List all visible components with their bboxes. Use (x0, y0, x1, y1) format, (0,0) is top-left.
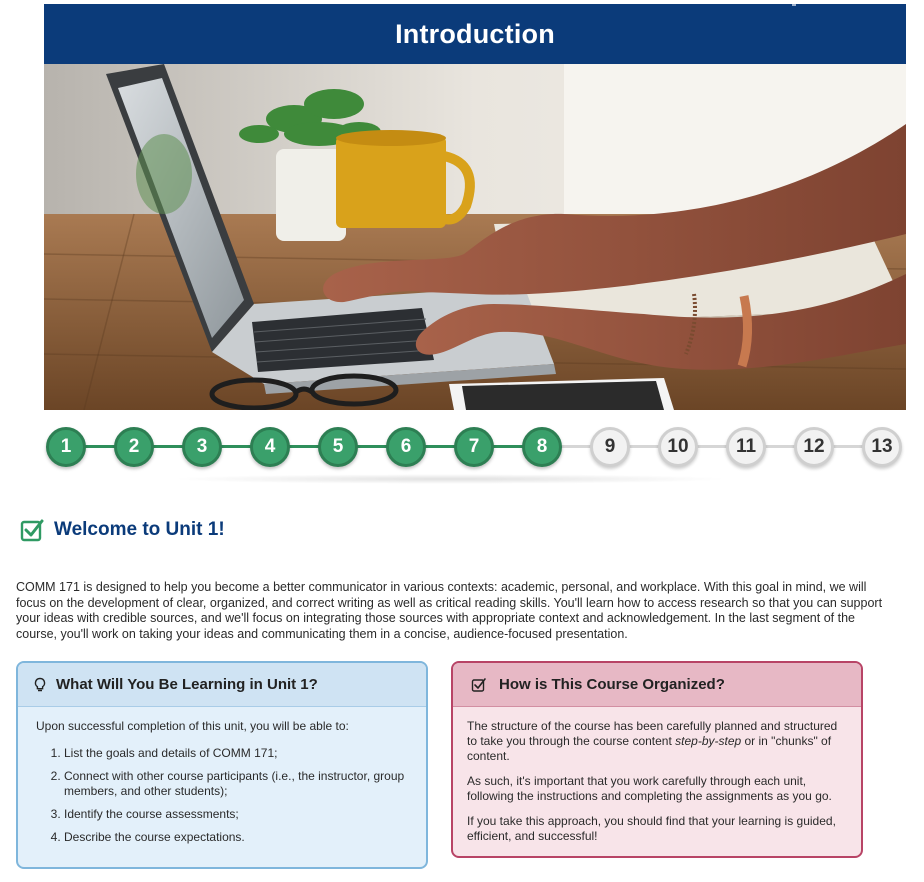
organized-card-header (453, 663, 861, 707)
organized-p1-tail: or in "chunks" of content. (467, 734, 832, 763)
organized-p1-emphasis: step-by-step (675, 734, 742, 748)
learning-card-header (18, 663, 426, 707)
step-10[interactable]: 10 (658, 427, 698, 467)
intro-text: COMM 171 is designed to help you become a better communicator in various contexts: academic, personal, and workplace. With this goal in mind, we will focus on the development of clear, organized, and correct writing as well as critical reading skills. You'll learn how to access research so that you can support your ideas with credible sources, and we'll focus on integrating those sources with appropriate context and acknowledgement. In the last segment of the course, you'll work on taking your ideas and communicating them in a concise, audience-focused presentation. (16, 580, 883, 641)
page-banner (44, 4, 906, 64)
list-item: 2. Connect with other course participants (i.e., the instructor, group members, and other students); (64, 769, 410, 799)
organized-card-title: How is This Course Organized? (499, 676, 725, 693)
lightbulb-icon (32, 677, 48, 693)
step-13[interactable]: 13 (862, 427, 902, 467)
learning-card-title: What Will You Be Learning in Unit 1? (56, 676, 318, 693)
organized-paragraph-1 (467, 719, 847, 764)
step-5[interactable]: 5 (318, 427, 358, 467)
step-8[interactable]: 8 (522, 427, 562, 467)
unit-progress-stepper (44, 420, 906, 476)
checkbox-edit-icon (471, 677, 487, 693)
banner-mark (792, 4, 796, 6)
list-item: 3. Identify the course assessments; (64, 807, 410, 822)
hero-image (44, 64, 906, 410)
step-4[interactable]: 4 (250, 427, 290, 467)
organized-paragraph-2: As such, it's important that you work carefully through each unit, following the instructions and completing the assignments as you go. (467, 774, 832, 803)
list-item: 4. Describe the course expectations. (64, 830, 410, 845)
organized-p1-text: The structure of the course has been carefully planned and structured to take you through the course content (467, 719, 838, 748)
organized-card-body (453, 707, 861, 844)
learning-objectives-card (16, 661, 428, 869)
step-2[interactable]: 2 (114, 427, 154, 467)
list-item: 1. List the goals and details of COMM 171; (64, 746, 410, 761)
course-organization-card (451, 661, 863, 858)
page-title: Introduction (395, 18, 555, 49)
laptop-typing-photo (44, 64, 906, 410)
learning-card-body (18, 707, 426, 845)
step-3[interactable]: 3 (182, 427, 222, 467)
learning-objectives-list (36, 746, 410, 845)
welcome-heading: Welcome to Unit 1! (54, 519, 225, 540)
step-1[interactable]: 1 (46, 427, 86, 467)
step-9[interactable]: 9 (590, 427, 630, 467)
step-6[interactable]: 6 (386, 427, 426, 467)
checkbox-check-icon (20, 518, 44, 542)
step-7[interactable]: 7 (454, 427, 494, 467)
welcome-section-header (20, 518, 225, 542)
learning-card-intro: Upon successful completion of this unit, you will be able to: (36, 719, 349, 733)
stepper-shadow (170, 474, 730, 484)
step-12[interactable]: 12 (794, 427, 834, 467)
step-11[interactable]: 11 (726, 427, 766, 467)
organized-paragraph-3: If you take this approach, you should find that your learning is guided, efficient, and successful! (467, 814, 836, 843)
intro-paragraph (16, 580, 886, 642)
